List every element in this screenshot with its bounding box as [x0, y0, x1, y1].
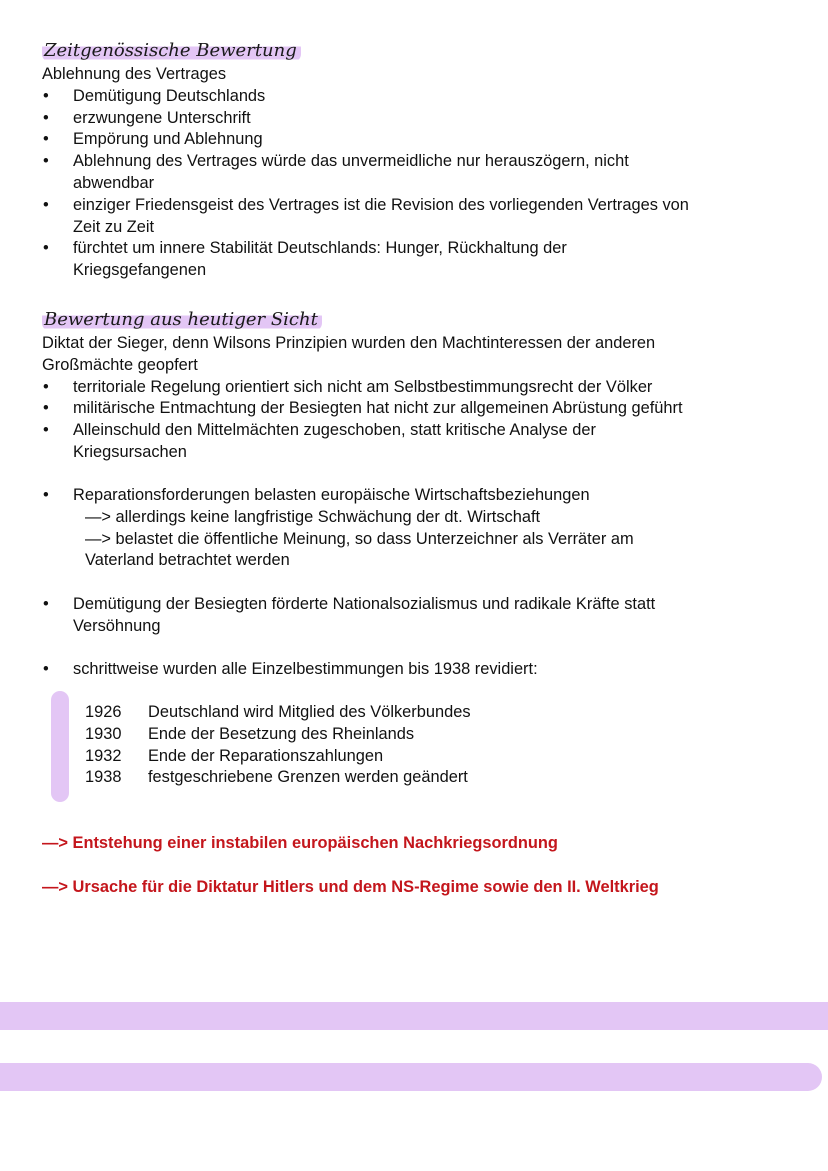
- sub-point: —> allerdings keine langfristige Schwächung der dt. Wirtschaft: [85, 507, 541, 526]
- timeline-event: Ende der Reparationszahlungen: [148, 746, 384, 765]
- list-item: • fürchtet um innere Stabilität Deutschlands: Hunger, Rückhaltung der Kriegsgefangenen: [42, 238, 782, 282]
- bullet-list: [42, 377, 782, 464]
- section-intro: Ablehnung des Vertrages: [42, 65, 227, 83]
- timeline-row: [85, 746, 471, 768]
- timeline-row: [85, 767, 471, 789]
- reparations-block: [42, 485, 782, 572]
- decorative-band-bottom: [0, 1063, 822, 1091]
- timeline-row: [85, 724, 471, 746]
- timeline-event: Ende der Besetzung des Rheinlands: [148, 724, 415, 743]
- list-item: • Demütigung Deutschlands: [42, 86, 782, 108]
- timeline-year: 1938: [85, 768, 122, 787]
- section-intro-cont: Großmächte geopfert: [42, 355, 198, 374]
- list-item: • militärische Entmachtung der Besiegten hat nicht zur allgemeinen Abrüstung geführt: [42, 398, 782, 420]
- list-item: • einziger Friedensgeist des Vertrages ist die Revision des vorliegenden Vertrages von Zeit zu Zeit: [42, 195, 782, 239]
- timeline-event: festgeschriebene Grenzen werden geändert: [148, 768, 468, 787]
- section-modern-assessment: [42, 333, 782, 464]
- sub-point-cont: Vaterland betrachtet werden: [85, 551, 290, 570]
- humiliation-block: [42, 594, 782, 638]
- list-item: • Reparationsforderungen belasten europäische Wirtschaftsbeziehungen —> allerdings keine langfristige Schwächung der dt. Wirtschaft —> belastet die öffentliche Meinung, so dass Unterzeichner als Verräter am Vaterland betrachtet werden: [42, 485, 782, 572]
- sub-point: —> belastet die öffentliche Meinung, so dass Unterzeichner als Verräter am: [85, 529, 634, 548]
- heading-contemporary-assessment: Zeitgenössische Bewertung: [42, 40, 301, 62]
- timeline-year: 1926: [85, 703, 122, 721]
- bullet-list: [42, 86, 782, 282]
- list-item: • territoriale Regelung orientiert sich nicht am Selbstbestimmungsrecht der Völker: [42, 377, 782, 399]
- list-item: • Empörung und Ablehnung: [42, 129, 782, 151]
- section-intro: Diktat der Sieger, denn Wilsons Prinzipien wurden den Machtinteressen der anderen: [42, 334, 656, 352]
- decorative-band-top: [0, 1002, 828, 1030]
- timeline-highlight-bar: [51, 691, 69, 802]
- revision-block: [42, 659, 782, 681]
- timeline-event: Deutschland wird Mitglied des Völkerbundes: [148, 703, 471, 721]
- list-item: • Ablehnung des Vertrages würde das unvermeidliche nur herauszögern, nicht abwendbar: [42, 151, 782, 195]
- timeline-year: 1930: [85, 724, 122, 743]
- timeline-row: [85, 702, 471, 724]
- heading-modern-assessment: Bewertung aus heutiger Sicht: [42, 309, 322, 331]
- timeline: [85, 702, 471, 789]
- conclusion-cause-of-dictatorship: —> Ursache für die Diktatur Hitlers und dem NS-Regime sowie den II. Weltkrieg: [42, 878, 659, 896]
- list-item: • Demütigung der Besiegten förderte Nationalsozialismus und radikale Kräfte statt Versöhnung: [42, 594, 782, 638]
- conclusion-unstable-order: —> Entstehung einer instabilen europäischen Nachkriegsordnung: [42, 834, 558, 852]
- timeline-year: 1932: [85, 746, 122, 765]
- section-contemporary-assessment: [42, 64, 782, 282]
- list-item: • erzwungene Unterschrift: [42, 108, 782, 130]
- list-item: • schrittweise wurden alle Einzelbestimmungen bis 1938 revidiert:: [42, 659, 782, 681]
- list-item: • Alleinschuld den Mittelmächten zugeschoben, statt kritische Analyse der Kriegsursachen: [42, 420, 782, 464]
